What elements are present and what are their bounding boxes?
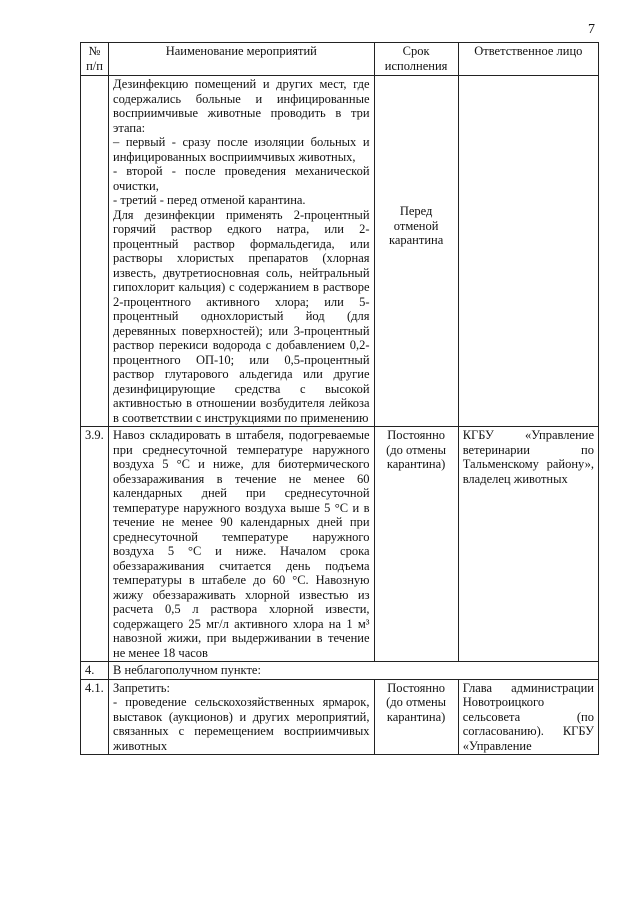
header-name: Наименование мероприятий (109, 43, 374, 76)
row-responsible (458, 76, 598, 427)
page-number: 7 (588, 22, 595, 37)
table-row (81, 76, 599, 427)
measure-paragraph: - третий - перед отменой карантина. (113, 193, 306, 207)
row-responsible: Глава администрации Новотроицкого сельсовета (по согласованию). КГБУ «Управление (458, 679, 598, 755)
table-header-row (81, 43, 599, 76)
table-row (81, 427, 599, 662)
measure-paragraph: – первый - сразу после изоляции больных и инфицированных восприимчивых животных, (113, 135, 370, 164)
row-measure (109, 427, 374, 662)
header-term: Срок исполнения (374, 43, 458, 76)
measure-paragraph: Запретить: (113, 680, 170, 695)
row-term: Постоянно (до отмены карантина) (374, 679, 458, 755)
row-num: 4.1. (81, 679, 109, 755)
measures-table (80, 42, 599, 755)
section-title: В неблагополучном пункте: (109, 662, 599, 680)
table-row (81, 679, 599, 755)
row-measure (109, 76, 374, 427)
measure-paragraph: Навоз складировать в штабеля, подогреваемые при среднесуточной температуре наружного воздуха 5 °С и ниже, для биотермического обеззараживания в течение не менее 60 календарных дней при среднесуточной температуре наружного воздуха выше 5 °С и в течение не менее 90 календарных дней при среднесуточной температуре наружного воздуха 5 °С и ниже. Началом срока обеззараживания считается день подъема температуры в штабеле до 60 °С. Навозную жижу обеззараживать хлорной известью из расчета 0,5 л раствора хлорной извести, содержащего 25 мг/л активного хлора на 1 м³ навозной жижи, при выдерживании в течение не менее 18 часов (113, 428, 370, 660)
row-responsible: КГБУ «Управление ветеринарии по Тальменскому району», владелец животных (458, 427, 598, 662)
row-term: Перед отменой карантина (374, 76, 458, 427)
measure-paragraph: Для дезинфекции применять 2-процентный горячий раствор едкого натра, или 2-процентный раствор формальдегида, или растворы хлористых препаратов (хлорная известь, двутретиосновная соль, нейтральный гипохлорит кальция) с содержанием в растворе 2-процентного активного хлора; или 5-процентный однохлористый йод (для деревянных поверхностей); или 3-процентный раствор перекиси водорода с добавлением 0,2-процентного ОП-10; или 0,5-процентный раствор глутарового альдегида или другие дезинфицирующие средства с высокой активностью в отношении возбудителя лейкоза в соответствии с инструкциями по применению (113, 207, 370, 425)
header-responsible: Ответственное лицо (458, 43, 598, 76)
section-row (81, 662, 599, 680)
row-num (81, 76, 109, 427)
row-measure (109, 679, 374, 755)
measure-paragraph: - проведение сельскохозяйственных ярмарок, выставок (аукционов) и других мероприятий, связанных с перемещением восприимчивых животных (113, 695, 370, 753)
measure-paragraph: - второй - после проведения механической очистки, (113, 164, 370, 193)
row-num: 4. (81, 662, 109, 680)
row-num: 3.9. (81, 427, 109, 662)
row-term: Постоянно (до отмены карантина) (374, 427, 458, 662)
header-num: № п/п (81, 43, 109, 76)
measure-paragraph: Дезинфекцию помещений и других мест, где содержались больные и инфицированные восприимчивые животные проводить в три этапа: (113, 77, 370, 135)
